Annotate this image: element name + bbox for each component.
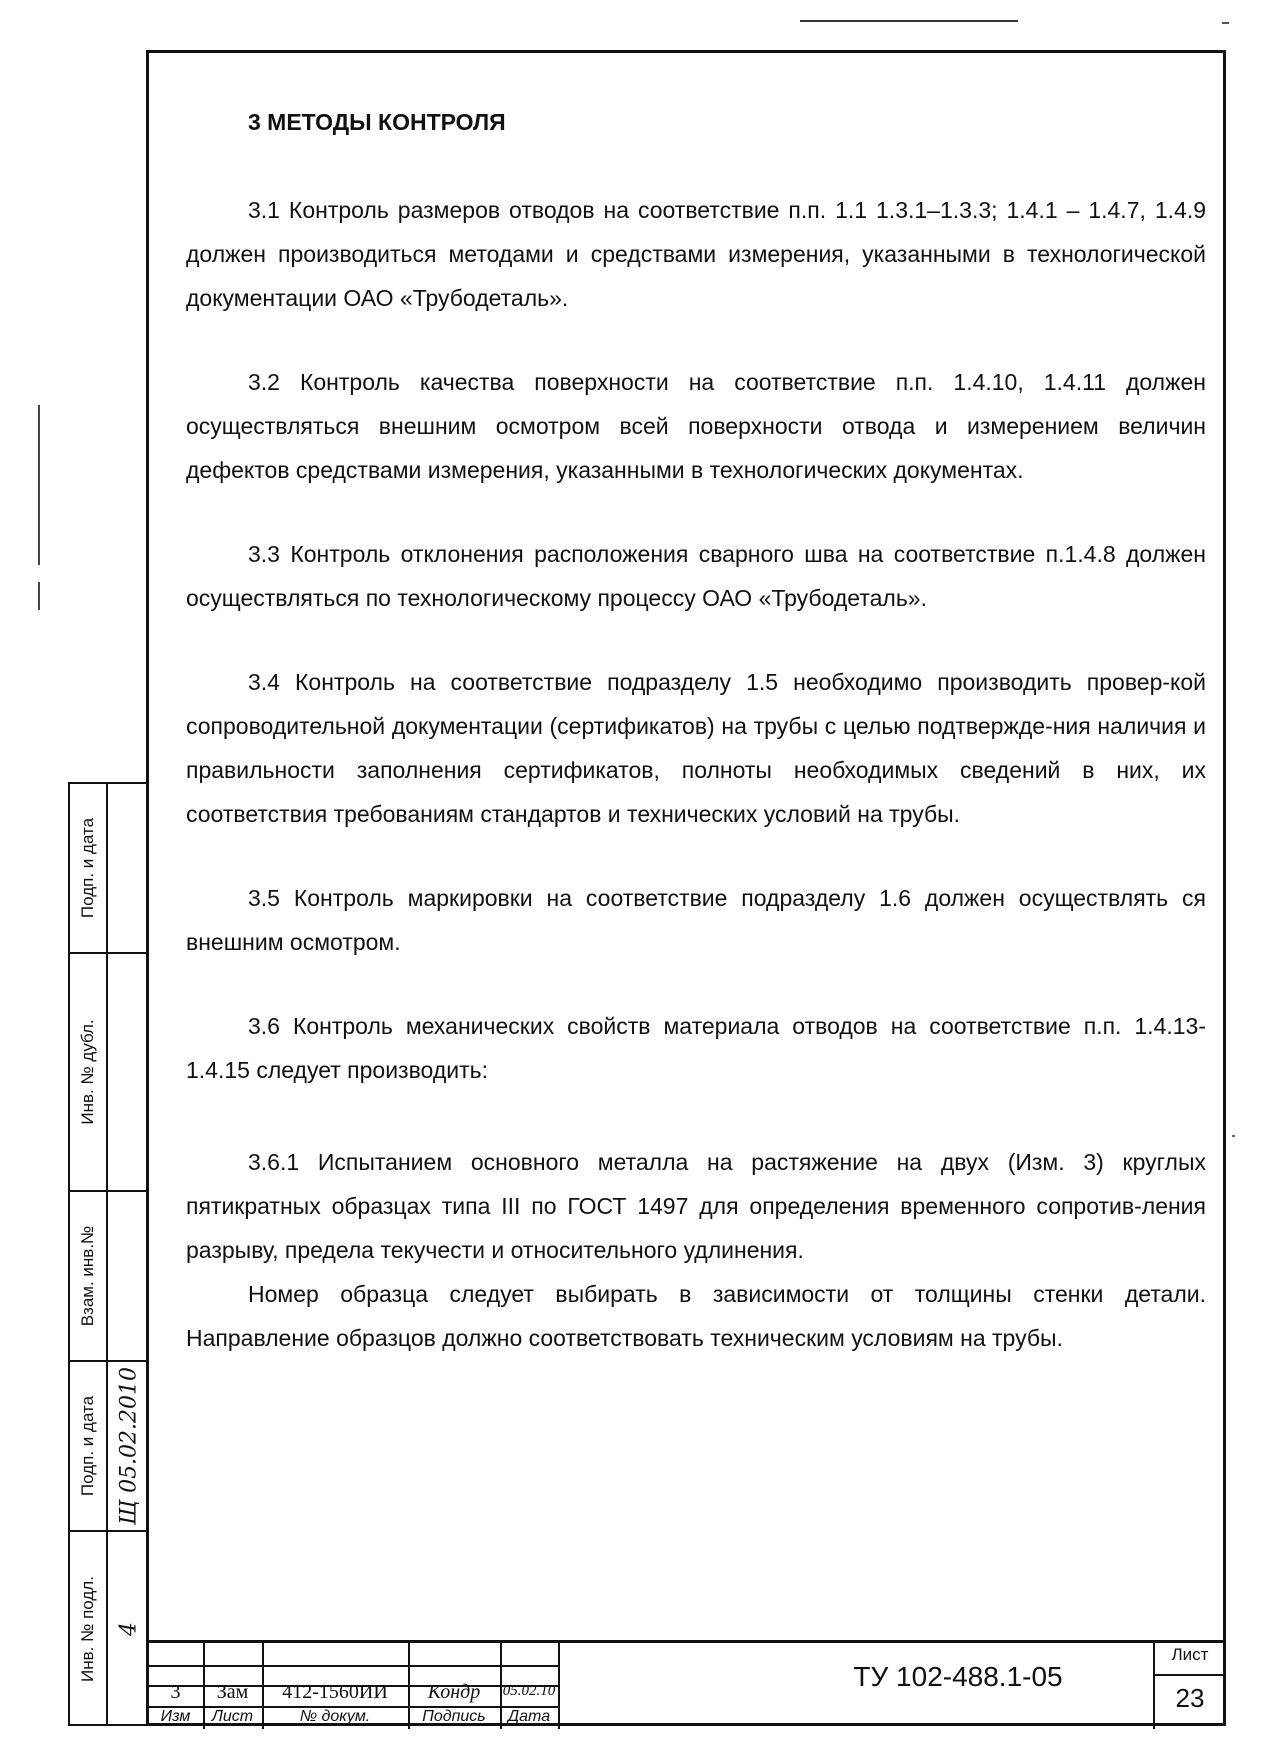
paragraph-sample-number: Номер образца следует выбирать в зависимости от толщины стенки детали. Направление образцов должно соответствовать техническим условиям на трубы.	[186, 1281, 1206, 1351]
revision-doc-no: 412-1560ИИ	[282, 1681, 388, 1703]
margin-mark	[38, 405, 40, 565]
top-dash	[1222, 22, 1229, 24]
header-doc-no: № докум.	[299, 1708, 371, 1725]
paragraph-3-6: 3.6 Контроль механических свойств материала отводов на соответствие п.п. 1.4.13-1.4.15 следует производить:	[186, 1013, 1206, 1083]
document-body	[186, 100, 1206, 1400]
strip-cell	[70, 1192, 149, 1362]
revision-date: 05.02.10	[502, 1683, 556, 1699]
paragraph-3-3: 3.3 Контроль отклонения расположения сварного шва на соответствие п.1.4.8 должен осуществляться по технологическому процессу ОАО «Трубодеталь».	[186, 541, 1206, 611]
paragraph-3-2: 3.2 Контроль качества поверхности на соответствие п.п. 1.4.10, 1.4.11 должен осуществляться внешним осмотром всей поверхности отвода и измерением величин дефектов средствами измерения, указанными в технологических документах.	[186, 369, 1206, 483]
section-heading: 3 МЕТОДЫ КОНТРОЛЯ	[248, 109, 506, 135]
sheet-label: Лист	[1171, 1645, 1209, 1664]
title-block	[148, 1640, 1226, 1729]
strip-cell	[70, 954, 149, 1192]
top-rule	[800, 20, 1018, 22]
handwritten-number: 4	[116, 1622, 141, 1636]
revision-izm: 3	[170, 1681, 181, 1703]
revision-list: Зам	[216, 1681, 249, 1703]
paragraph-3-6-1: 3.6.1 Испытанием основного металла на растяжение на двух (Изм. 3) круглых пятикратных образцах типа III по ГОСТ 1497 для определения временного сопротив-ления разрыву, предела текучести и относительного удлинения.	[186, 1149, 1206, 1263]
strip-label: Инв. № подл.	[78, 1576, 97, 1682]
margin-mark	[38, 582, 40, 610]
strip-cell	[70, 784, 149, 954]
strip-label: Подп. и дата	[78, 1395, 97, 1497]
sheet-number: 23	[1175, 1683, 1205, 1713]
paragraph-3-5: 3.5 Контроль маркировки на соответствие подразделу 1.6 должен осуществлять ся внешним осмотром.	[186, 885, 1206, 955]
strip-label: Подп. и дата	[78, 817, 97, 919]
strip-label: Взам. инв.№	[78, 1225, 97, 1327]
side-stamp-strip	[68, 782, 149, 1726]
strip-cell	[70, 1532, 149, 1726]
header-izm: Изм	[160, 1708, 191, 1725]
revision-signature: Кондр	[427, 1681, 481, 1703]
strip-label: Инв. № дубл.	[78, 1019, 97, 1125]
header-list: Лист	[211, 1708, 254, 1725]
paragraph-3-4: 3.4 Контроль на соответствие подразделу 1.5 необходимо производить провер-кой сопроводительной документации (сертификатов) на трубы с целью подтвержде-ния наличия и правильности заполнения сертификатов, полноты необходимых сведений в них, их соответствия требованиям стандартов и технических условий на трубы.	[186, 669, 1206, 827]
handwritten-signature-date: Щ 05.02.2010	[116, 1366, 141, 1526]
margin-tick	[1232, 1135, 1235, 1137]
paragraph-3-1: 3.1 Контроль размеров отводов на соответствие п.п. 1.1 1.3.1–1.3.3; 1.4.1 – 1.4.7, 1.4.9 должен производиться методами и средствами измерения, указанными в технологической документации ОАО «Трубодеталь».	[186, 197, 1206, 311]
header-signature: Подпись	[422, 1708, 486, 1725]
header-date: Дата	[507, 1708, 551, 1725]
document-code: ТУ 102-488.1-05	[853, 1661, 1063, 1692]
strip-cell	[70, 1362, 149, 1532]
